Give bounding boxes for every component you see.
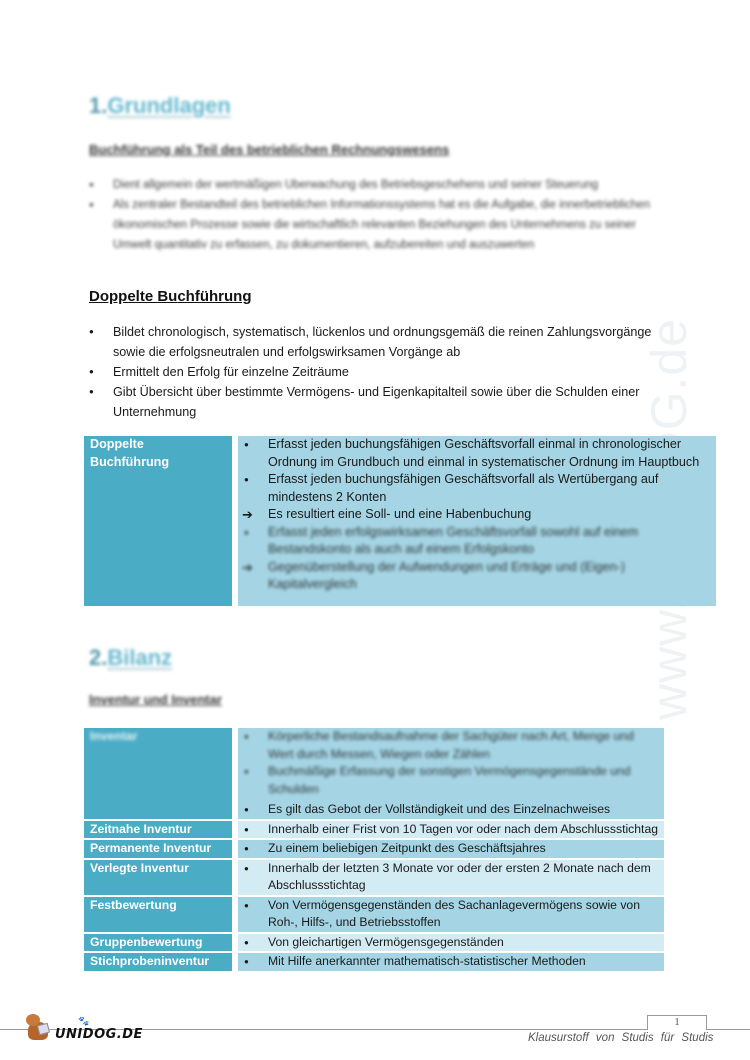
table-item — [244, 953, 658, 971]
arrow-right-icon: ➔ — [242, 507, 253, 522]
list-item: ● Bildet chronologisch, systematisch, lückenlos und ordnungsgemäß die reinen Zahlungsvorgänge sowie die erfolgsneutralen und erfolgswirksamen Vorgänge ab — [89, 322, 659, 362]
section-1-heading — [89, 93, 231, 119]
bullet-icon: ● — [244, 900, 249, 910]
bullet-icon: ● — [244, 863, 249, 873]
bullet-list-doppelte-buchfuehrung — [89, 322, 659, 422]
table-item — [244, 524, 710, 559]
section-1-number: 1. — [89, 93, 108, 118]
table-item — [244, 860, 658, 895]
bullet-icon: ● — [244, 767, 249, 776]
list-item: ● Als zentraler Bestandteil des betrieblichen Informationssystems hat es die Aufgabe, die innerbetrieblichen ökonomischen Prozesse sowie die wirtschaftlich relevanten Beziehungen des Unternehmens zu seiner Umwelt quantitativ zu erfassen, zu dokumentieren, aufzubereiten und auszuwerten — [89, 195, 659, 255]
list-item: ● Ermittelt den Erfolg für einzelne Zeiträume — [89, 362, 659, 382]
page-number: 1 — [647, 1015, 707, 1030]
subheading-doppelte-buchfuehrung: Doppelte Buchführung — [89, 288, 252, 305]
item-text: Innerhalb einer Frist von 10 Tagen vor oder nach dem Abschlussstichtag — [268, 821, 658, 836]
bullet-icon: ● — [244, 732, 249, 741]
table-label: Gruppenbewertung — [84, 934, 232, 952]
item-text: Gegenüberstellung der Aufwendungen und Erträge und (Eigen-) Kapitalvergleich — [268, 559, 626, 591]
table-item — [244, 897, 658, 932]
table-item — [244, 728, 658, 763]
table-item — [244, 934, 658, 952]
item-text: Buchmäßige Erfassung der sonstigen Vermögensgegenstände und Schulden — [268, 764, 631, 796]
item-text: Es resultiert eine Soll- und eine Habenbuchung — [268, 507, 532, 521]
table-label: Doppelte Buchführung — [84, 436, 232, 606]
table-content — [232, 860, 664, 895]
table-row — [84, 821, 664, 839]
table-row — [84, 840, 664, 858]
table-item — [244, 436, 710, 471]
table-item — [244, 801, 658, 819]
table-content — [232, 934, 664, 952]
item-text: Erfasst jeden buchungsfähigen Geschäftsvorfall einmal in chronologischer Ordnung im Grundbuch und einmal in systematischer Ordnung im Hauptbuch — [268, 437, 700, 469]
bullet-icon: ● — [244, 824, 249, 834]
arrow-right-icon: ➔ — [242, 559, 253, 575]
bullet-icon: ● — [244, 805, 249, 814]
table-doppelte-buchfuehrung — [84, 434, 716, 608]
table-label: Zeitnahe Inventur — [84, 821, 232, 839]
table-label: Stichprobeninventur — [84, 953, 232, 971]
list-item: ● Dient allgemein der wertmäßigen Überwachung des Betriebsgeschehens und seiner Steuerung — [89, 175, 659, 195]
bullet-icon: ● — [244, 527, 249, 537]
table-row — [84, 953, 664, 971]
paw-icon: 🐾 — [78, 1016, 90, 1026]
section-2-heading — [89, 645, 172, 671]
bullet-icon: ● — [244, 440, 249, 449]
table-label: Festbewertung — [84, 897, 232, 932]
section-2-title: Bilanz — [107, 645, 173, 670]
table-content — [232, 897, 664, 932]
blurred-items — [244, 524, 710, 594]
item-text: Erfasst jeden buchungsfähigen Geschäftsvorfall als Wertübergang auf mindestens 2 Konten — [268, 472, 659, 504]
table-label: Verlegte Inventur — [84, 860, 232, 895]
item-text: Innerhalb der letzten 3 Monate vor oder der ersten 2 Monate nach dem Abschlussstichtag — [268, 860, 651, 892]
section-1-title: Grundlagen — [107, 93, 231, 118]
table-row — [84, 934, 664, 952]
dog-mascot-icon — [24, 1014, 52, 1042]
table-inventur — [84, 726, 664, 973]
table-item — [244, 471, 710, 506]
table-row — [84, 897, 664, 932]
item-text: Mit Hilfe anerkannter mathematisch-statistischer Methoden — [268, 954, 586, 968]
label-text: Inventar — [90, 729, 138, 743]
footer-tagline: Klausurstoff von Studis für Studis — [528, 1032, 714, 1044]
bullet-icon: ● — [244, 937, 249, 947]
table-content — [232, 821, 664, 839]
table-label — [84, 728, 232, 819]
bullet-icon: ● — [244, 475, 249, 484]
bullet-icon: ● — [244, 957, 249, 966]
item-text: Körperliche Bestandsaufnahme der Sachgüter nach Art, Menge und Wert durch Messen, Wiegen oder Zählen — [268, 729, 634, 761]
table-item — [244, 840, 658, 858]
table-content — [232, 953, 664, 971]
table-item — [244, 559, 710, 594]
item-text: Erfasst jeden erfolgswirksamen Geschäftsvorfall sowohl auf einem Bestandskonto als auch auf einem Erfolgskonto — [268, 524, 639, 556]
table-item — [244, 506, 710, 524]
subheading-inventur: Inventur und Inventar — [89, 692, 222, 707]
item-text: Von gleichartigen Vermögensgegenständen — [268, 934, 504, 949]
bullet-list-rechnungswesen — [89, 175, 659, 255]
subheading-rechnungswesen: Buchführung als Teil des betrieblichen Rechnungswesens — [89, 142, 450, 157]
table-content — [232, 840, 664, 858]
logo-text: UNIDOG.DE — [55, 1027, 143, 1042]
bullet-icon: ● — [244, 844, 249, 853]
item-text: Zu einem beliebigen Zeitpunkt des Geschäftsjahres — [268, 841, 546, 855]
blurred-items — [244, 728, 658, 798]
table-content — [232, 728, 664, 819]
table-row — [84, 860, 664, 895]
table-item — [244, 821, 658, 839]
section-2-number: 2. — [89, 645, 108, 670]
table-label: Permanente Inventur — [84, 840, 232, 858]
table-row — [84, 728, 664, 819]
table-item — [244, 763, 658, 798]
table-content — [232, 436, 716, 606]
item-text: Von Vermögensgegenständen des Sachanlagevermögens sowie von Roh-, Hilfs-, und Betriebsstoffen — [268, 897, 640, 929]
list-item: ● Gibt Übersicht über bestimmte Vermögens- und Eigenkapitalteil sowie über die Schulden einer Unternehmung — [89, 382, 659, 422]
item-text: Es gilt das Gebot der Vollständigkeit und des Einzelnachweises — [268, 802, 611, 816]
